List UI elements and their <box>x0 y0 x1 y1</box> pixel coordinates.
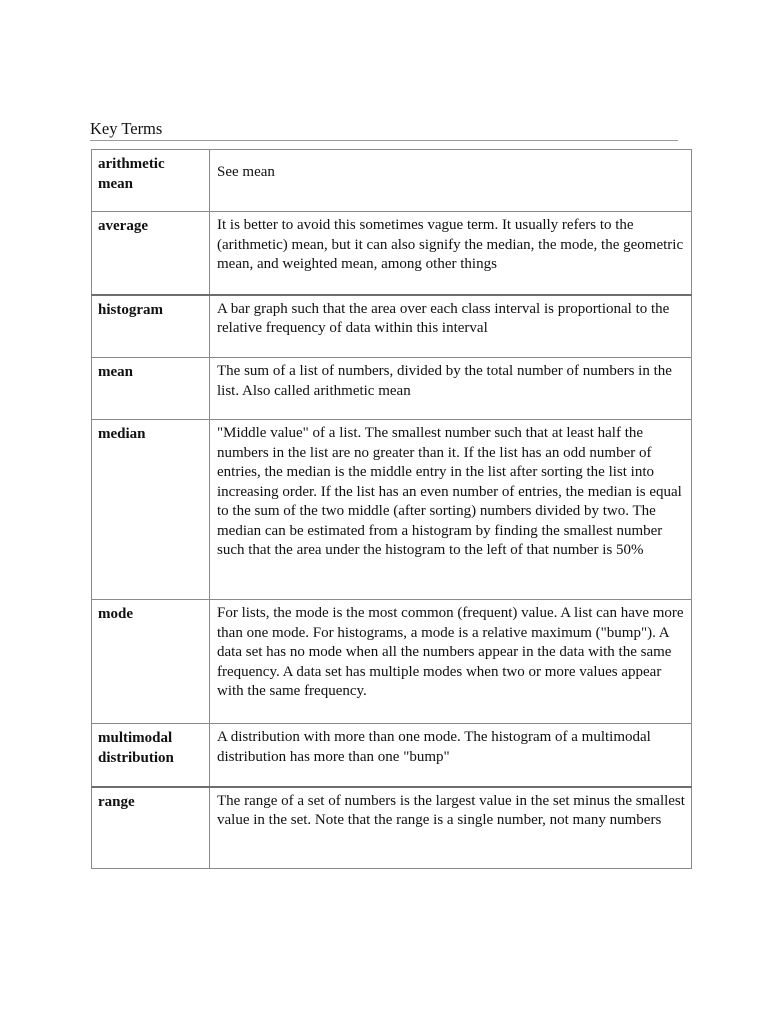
page-heading: Key Terms <box>90 119 163 138</box>
definition-cell: See mean <box>210 150 692 212</box>
term-cell: arithmetic mean <box>92 150 210 212</box>
table-row <box>92 358 692 420</box>
definition-cell: "Middle value" of a list. The smallest number such that at least half the numbers in the list are no greater than it. If the list has an odd number of entries, the median is the middle entry in the list after sorting the list into increasing order. If the list has an even number of entries, the median is equal to the sum of the two middle (after sorting) numbers divided by two. The median can be estimated from a histogram by finding the smallest number such that the area under the histogram to the left of that number is 50% <box>210 420 692 600</box>
table-row <box>92 212 692 295</box>
term-cell: multimodal distribution <box>92 724 210 787</box>
table-row <box>92 420 692 600</box>
definition-cell: A distribution with more than one mode. The histogram of a multimodal distribution has more than one "bump" <box>210 724 692 787</box>
definition-cell: It is better to avoid this sometimes vague term. It usually refers to the (arithmetic) mean, but it can also signify the median, the mode, the geometric mean, and weighted mean, among other things <box>210 212 692 295</box>
definition-cell: The range of a set of numbers is the largest value in the set minus the smallest value in the set. Note that the range is a single number, not many numbers <box>210 787 692 869</box>
definition-cell: The sum of a list of numbers, divided by the total number of numbers in the list. Also called arithmetic mean <box>210 358 692 420</box>
term-cell: range <box>92 787 210 869</box>
term-cell: mean <box>92 358 210 420</box>
definition-cell: For lists, the mode is the most common (frequent) value. A list can have more than one mode. For histograms, a mode is a relative maximum ("bump"). A data set has no mode when all the numbers appear in the data with the same frequency. A data set has multiple modes when two or more values appear with the same frequency. <box>210 600 692 724</box>
term-cell: histogram <box>92 295 210 358</box>
table-row <box>92 787 692 869</box>
table-row <box>92 600 692 724</box>
table-row <box>92 724 692 787</box>
term-cell: median <box>92 420 210 600</box>
definition-cell: A bar graph such that the area over each class interval is proportional to the relative frequency of data within this interval <box>210 295 692 358</box>
table-row <box>92 295 692 358</box>
key-terms-table <box>91 149 692 869</box>
term-cell: average <box>92 212 210 295</box>
term-cell: mode <box>92 600 210 724</box>
heading-underline <box>90 140 678 141</box>
table-row <box>92 150 692 212</box>
